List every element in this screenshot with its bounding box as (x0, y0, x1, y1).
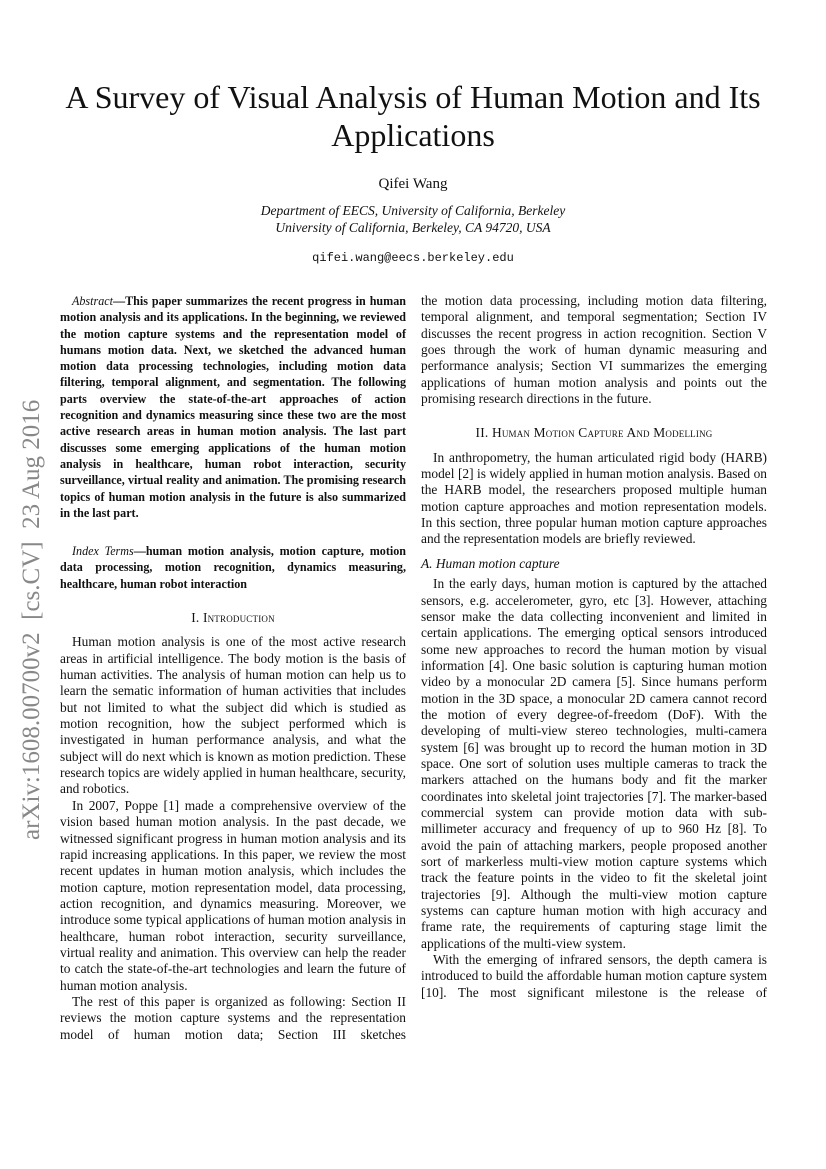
paragraph: Human motion analysis is one of the most active research areas in artificial intelligence. The body motion is the basis of human activities. The analysis of human motion can help us to learn the sematic information of human activities that includes but not limited to what the subject did which is studied as motion recognition, how the subject performed which is investigated in human performance analysis, and what the subject will do next which is known as motion prediction. These research topics are widely applied in human healthcare, security, and robotics. (60, 634, 406, 797)
left-column (60, 293, 406, 1043)
paragraph: In 2007, Poppe [1] made a comprehensive overview of the vision based human motion analysis. In the past decade, we witnessed significant progress in human motion analysis and its rapid increasing applications. In this paper, we review the most recent updates in human motion analysis, which includes the motion capture, motion representation model, data processing, action recognition, and dynamics measuring. Moreover, we introduce some typical applications of human motion analysis in healthcare, human robot interaction, security surveillance, virtual reality and animation. This overview can help the reader to catch the state-of-the-art technologies and learn the future of human motion analysis. (60, 797, 406, 993)
affiliation-line: Department of EECS, University of California, Berkeley (260, 203, 566, 218)
abstract (60, 293, 406, 521)
paragraph: the motion data processing, including motion data filtering, temporal alignment, and temporal segmentation; Section IV discusses the recent progress in action recognition. Section V goes through the work of human dynamic measuring and performance analysis; Section VI summarizes the emerging applications of human motion analysis and points out the promising research directions in the future. (421, 293, 767, 407)
right-column (421, 293, 767, 1001)
paragraph: The rest of this paper is organized as following: Section II reviews the motion capture systems and the representation model of human motion data; Section III sketches (60, 993, 406, 1042)
paragraph: With the emerging of infrared sensors, the depth camera is introduced to build the affordable human motion capture system [10]. The most significant milestone is the release of (421, 952, 767, 1000)
affiliation-line: University of California, Berkeley, CA 94720, USA (275, 220, 551, 235)
paragraph: In the early days, human motion is captured by the attached sensors, e.g. accelerometer, gyro, etc [3]. However, attaching sensor make the data collecting inconvenient and limited in certain applications. The emerging optical sensors introduced some new approaches to record the human motion by visual information [4]. One basic solution is capturing human motion video by a monocular 2D camera [5]. Since humans perform motion in the 3D space, a monocular 2D camera cannot record the motion of every degree-of-freedom (DoF). With the developing of multi-view stereo technologies, multi-camera system [6] was brought up to record the human motion in 3D space. One sort of solution uses multiple cameras to track the markers attached on the humans body and fit the marker coordinates into skeletal joint trajectories [7]. The marker-based commercial system can provide motion data with sub-millimeter accuracy and frequency of up to 960 Hz [8]. To avoid the pain of attaching markers, people proposed another sort of markerless multi-view motion capture systems which track the feature points in the video to fit the skeletal joint trajectories [9]. Although the multi-view motion capture systems can capture human motion with high accuracy and frame rate, the requirements of capturing stage limit the applications of the multi-view system. (421, 576, 767, 951)
arxiv-stamp: arXiv:1608.00700v2 [cs.CV] 23 Aug 2016 (18, 399, 45, 840)
author-email: qifei.wang@eecs.berkeley.edu (312, 251, 514, 265)
paper-title: A Survey of Visual Analysis of Human Motion and Its Applications (65, 79, 761, 153)
paragraph: In anthropometry, the human articulated rigid body (HARB) model [2] is widely applied in human motion analysis. Based on the HARB model, the researchers proposed multiple human motion capture approaches and motion representation models. In this section, three popular human motion capture approaches and the representation models are briefly reviewed. (421, 449, 767, 547)
subsection-heading: A. Human motion capture (421, 555, 560, 571)
section-heading: I. Introduction (191, 610, 275, 626)
index-terms-label: Index Terms (72, 544, 134, 559)
author-name: Qifei Wang (378, 176, 448, 192)
abstract-text: —This paper summarizes the recent progress in human motion analysis and its applications. In the beginning, we reviewed the motion capture systems and the representation model of humans motion data. Next, we sketched the advanced human motion data processing technologies, including motion data filtering, temporal alignment, and segmentation. The following parts overview the state-of-the-art approaches of action recognition and dynamics measuring since these two are the most active research areas in human motion analysis. The last part discusses some emerging applications of the human motion analysis in healthcare, human robot interaction, security surveillance, virtual reality and animation. The promising research topics of human motion analysis in the future is also summarized in the last part. (60, 294, 406, 520)
section-heading: II. Human Motion Capture And Modelling (475, 425, 713, 441)
index-terms (60, 543, 406, 592)
index-terms-text: —human motion analysis, motion capture, motion data processing, motion recognition, dynamics measuring, healthcare, human robot interaction (60, 544, 407, 591)
affiliation (0, 202, 826, 236)
abstract-label: Abstract (72, 294, 113, 308)
